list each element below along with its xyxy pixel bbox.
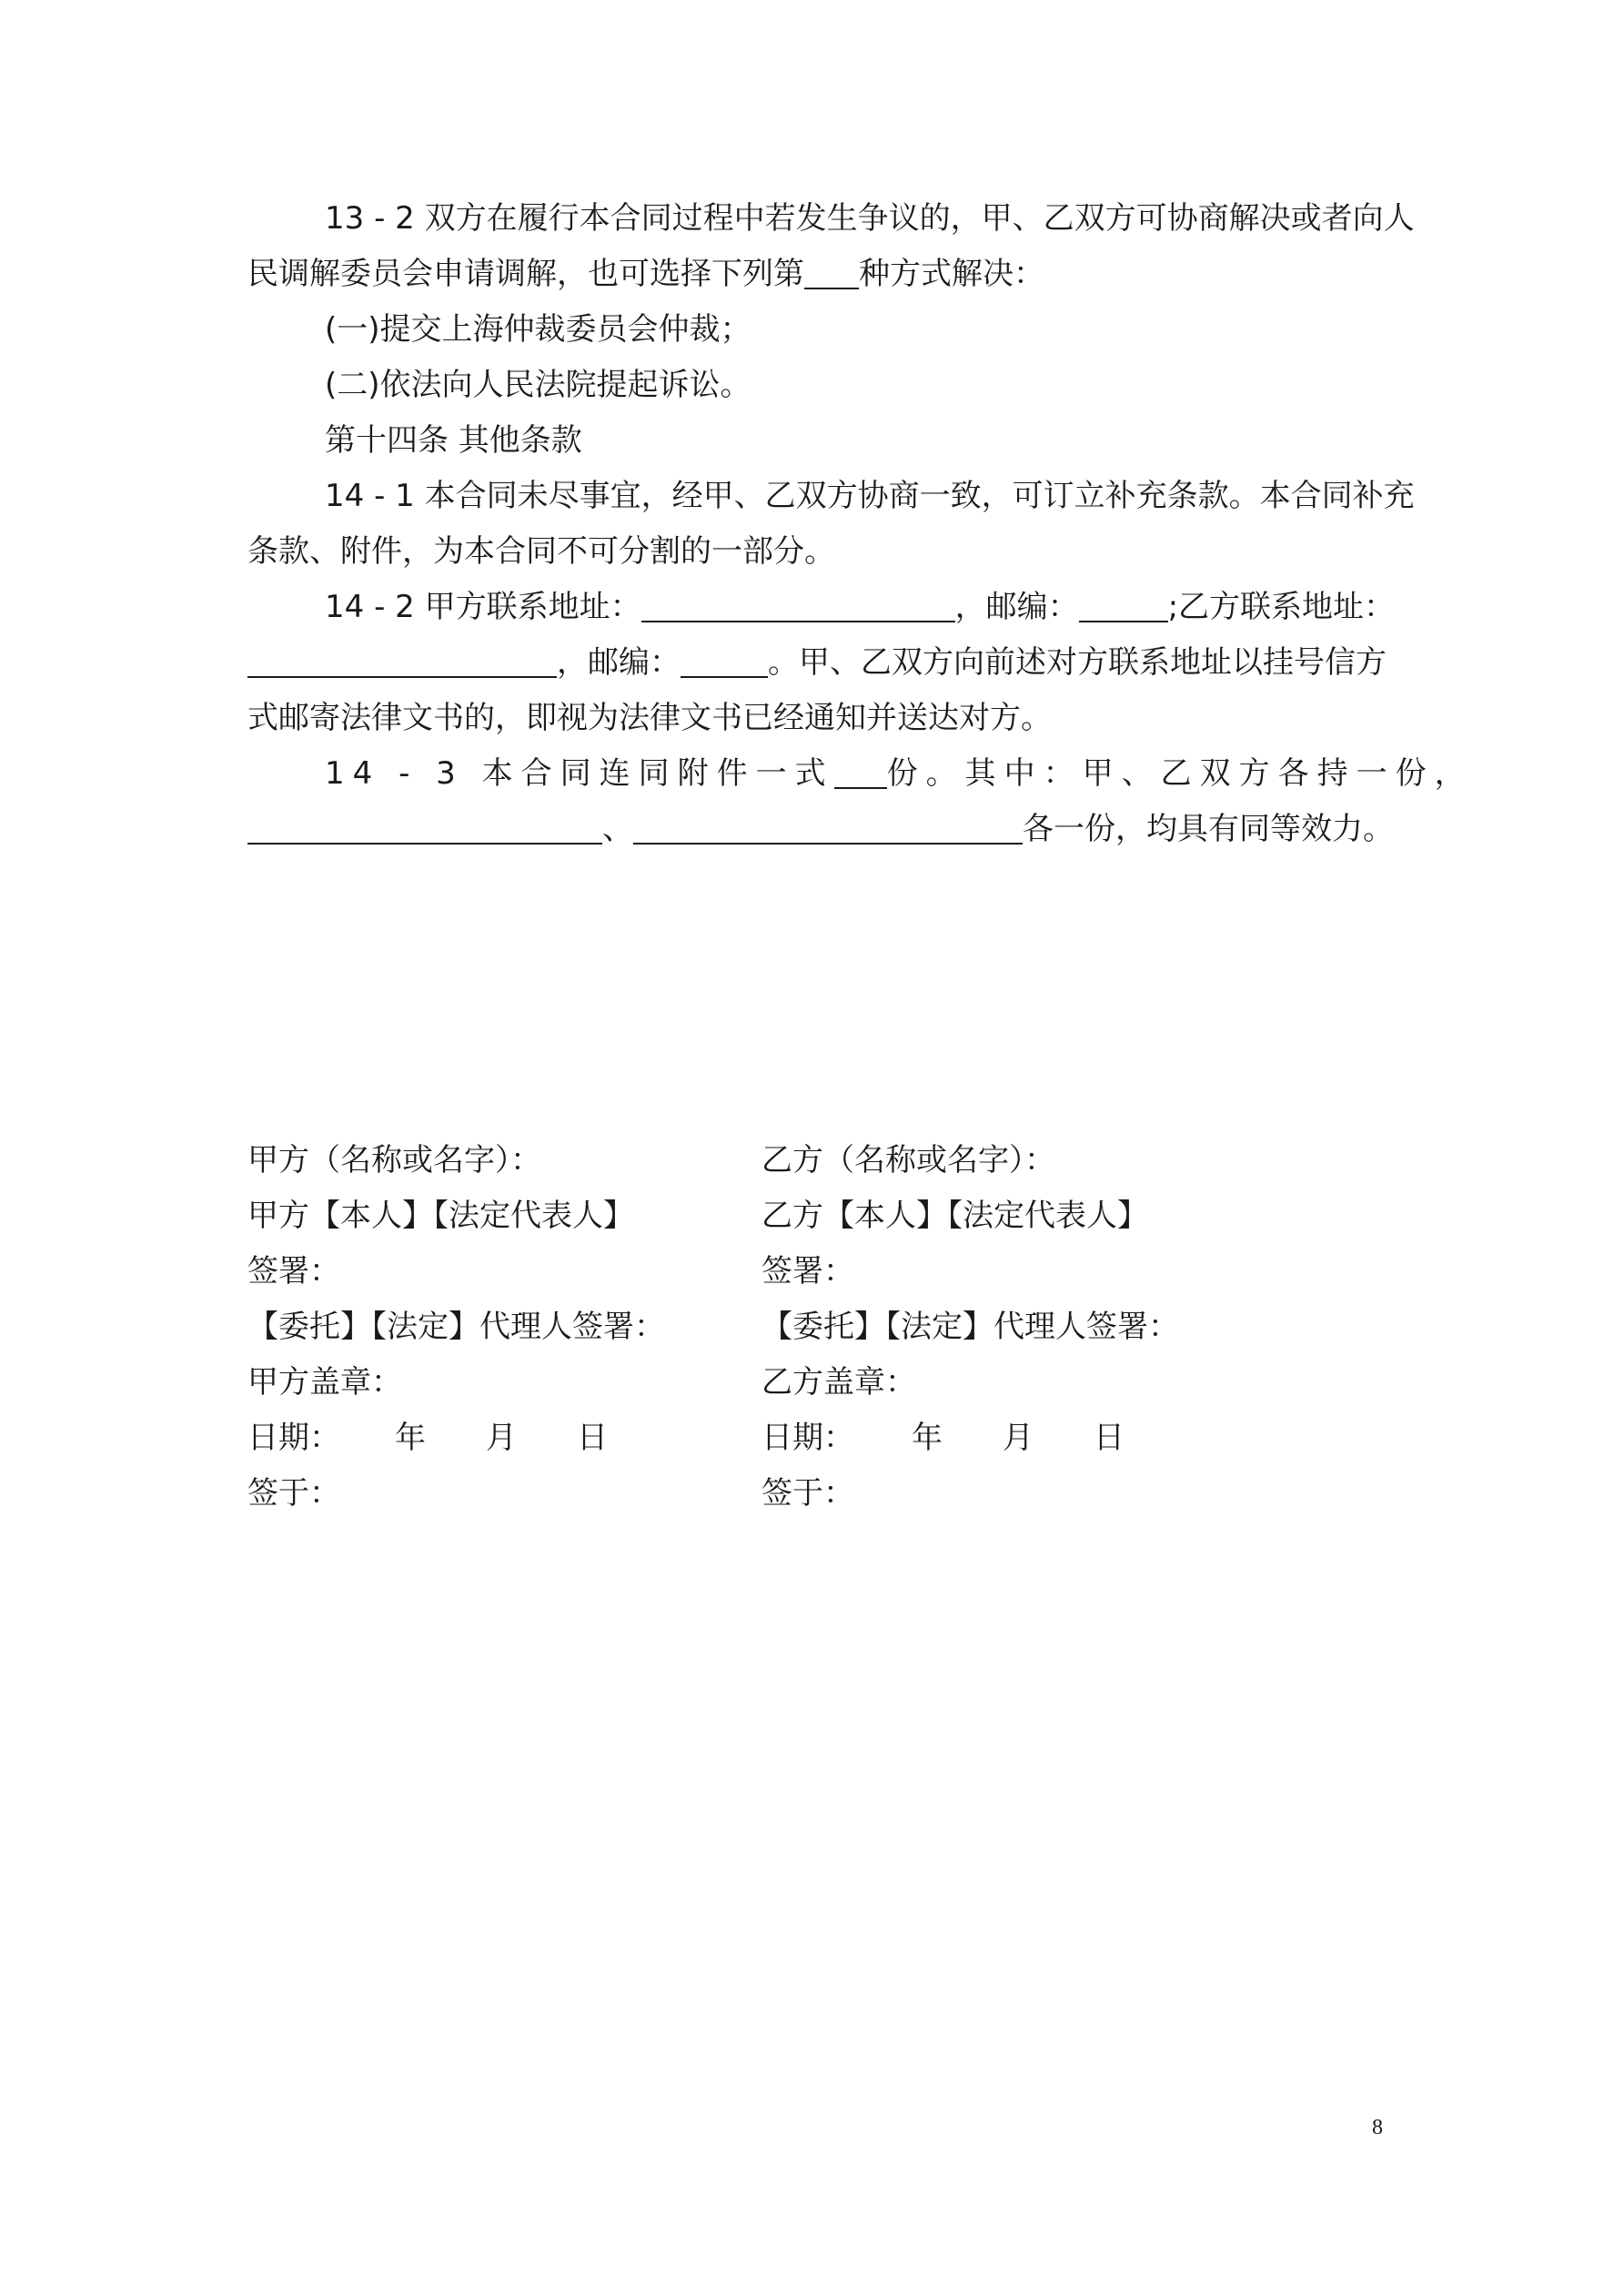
- clause-14-2-line3: [247, 691, 1394, 746]
- clause-14-3-line1: [247, 746, 1474, 802]
- clause-text: 种方式解决：: [859, 256, 1044, 292]
- party-b-signature: [762, 1133, 1271, 1522]
- clause-text: 。甲、乙双方向前述对方联系地址以挂号信方: [768, 644, 1387, 681]
- clause-text: 13 - 2 双方在履行本合同过程中若发生争议的，甲、乙双方可协商解决或者向人: [325, 200, 1415, 237]
- date-year: 年: [395, 1420, 426, 1456]
- date-day: 日: [1094, 1420, 1125, 1456]
- clause-13-2-line1: [247, 191, 1415, 247]
- clause-14-1-line1: [247, 469, 1415, 524]
- clause-14-2-line2: [247, 635, 1394, 691]
- clause-text: 14 - 2 甲方联系地址：: [325, 589, 641, 625]
- party-a-place-label: 签于：: [247, 1475, 340, 1512]
- clause-14-3-line2: [247, 802, 1394, 857]
- page-number: 8: [1372, 2116, 1383, 2139]
- option-text: (一)提交上海仲裁委员会仲裁；: [325, 311, 751, 348]
- party-b-date: [762, 1411, 1271, 1466]
- fill-blank-party-a-postcode[interactable]: [1079, 593, 1168, 622]
- clause-14-2-line1: [247, 580, 1394, 635]
- party-a-name-label: 甲方（名称或名字）：: [247, 1142, 541, 1178]
- fill-blank-party-a-address[interactable]: [641, 593, 955, 622]
- clause-text: 民调解委员会申请调解，也可选择下列第: [247, 256, 804, 292]
- clause-text: ，邮编：: [954, 589, 1079, 625]
- clause-text: 、: [602, 811, 633, 847]
- fill-blank-party-b-address[interactable]: [247, 649, 557, 678]
- party-b-seal-label: 乙方盖章：: [762, 1364, 916, 1401]
- clause-text: ;乙方联系地址：: [1167, 589, 1396, 625]
- clause-text: 14 - 3 本合同连同附件一式: [325, 755, 834, 792]
- fill-blank-party-b-postcode[interactable]: [681, 649, 768, 678]
- date-year: 年: [912, 1420, 943, 1456]
- party-a-sign-label: 签署：: [247, 1253, 340, 1290]
- option-arbitration: [247, 302, 1394, 358]
- fill-blank-copies[interactable]: [834, 760, 887, 789]
- party-a-seal-label: 甲方盖章：: [247, 1364, 402, 1401]
- clause-text: 式邮寄法律文书的，即视为法律文书已经通知并送达对方。: [247, 700, 1052, 736]
- option-litigation: [247, 358, 1394, 413]
- article-title: 第十四条 其他条款: [325, 422, 582, 459]
- clause-text: ，邮编：: [557, 644, 681, 681]
- clause-text: 条款、附件，为本合同不可分割的一部分。: [247, 533, 835, 570]
- party-a-date: [247, 1411, 757, 1466]
- party-b-name-label: 乙方（名称或名字）：: [762, 1142, 1055, 1178]
- party-a-agent-label: 【委托】【法定】代理人签署：: [247, 1309, 665, 1345]
- party-b-sign-label: 签署：: [762, 1253, 854, 1290]
- fill-blank-option-number[interactable]: [804, 260, 859, 289]
- date-label: 日期：: [762, 1420, 854, 1456]
- fill-blank-holder-1[interactable]: [247, 815, 602, 845]
- date-label: 日期：: [247, 1420, 340, 1456]
- clause-text: 份。其中：甲、乙双方各持一份，: [886, 755, 1474, 792]
- party-b-place-label: 签于：: [762, 1475, 854, 1512]
- contract-body: [247, 191, 1474, 857]
- fill-blank-holder-2[interactable]: [633, 815, 1023, 845]
- party-a-rep-label: 甲方【本人】【法定代表人】: [247, 1198, 634, 1234]
- party-b-rep-label: 乙方【本人】【法定代表人】: [762, 1198, 1148, 1234]
- clause-13-2-line2: [247, 247, 1394, 302]
- option-text: (二)依法向人民法院提起诉讼。: [325, 367, 751, 403]
- clause-text: 14 - 1 本合同未尽事宜，经甲、乙双方协商一致，可订立补充条款。本合同补充: [325, 478, 1415, 514]
- party-b-agent-label: 【委托】【法定】代理人签署：: [762, 1309, 1179, 1345]
- date-day: 日: [577, 1420, 608, 1456]
- clause-14-1-line2: [247, 524, 1394, 580]
- party-a-signature: [247, 1133, 757, 1522]
- article-14-heading: [247, 413, 1394, 469]
- clause-text: 各一份，均具有同等效力。: [1023, 811, 1394, 847]
- date-month: 月: [1003, 1420, 1034, 1456]
- date-month: 月: [486, 1420, 517, 1456]
